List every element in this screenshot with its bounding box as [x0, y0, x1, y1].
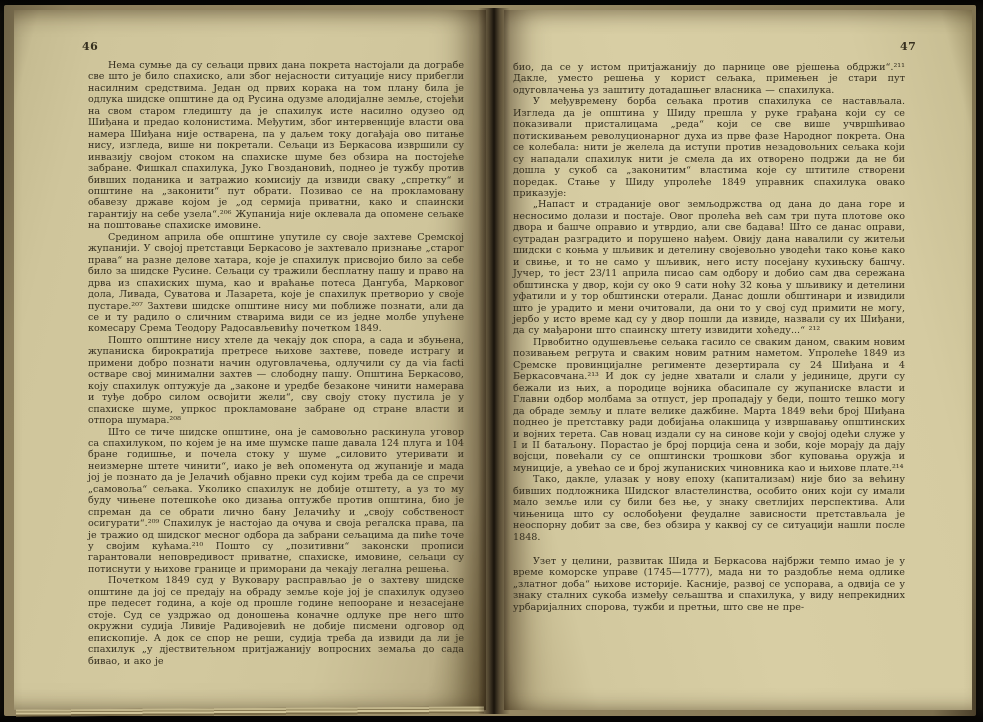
page-number: 47 [900, 40, 917, 53]
paragraph: Пошто општине нису хтеле да чекају док спора, а сада и збуњена, жупаниска бирократија претресе њихове захтеве, поведе истрагу и примени добро познати начин одуговлачења, одлучили су да via facti остваре свој минимални захтев — слободну пашу. Општина Беркасово, коју спахилук оптужује да „законе и уредбе безаконе чинити намерава и туђе добро силом освојити жели“, сву своју стоку пустила је у спахиске шуме, упркос прокламоване забране од стране власти и отпора шумара.²⁰⁸ [88, 334, 464, 427]
paragraph: Нема сумње да су сељаци првих дана покрета настојали да дограбе све што је било спахиско, али због нејасности ситуације нису прибегли насилним средствима. Један од првих корака на том плану била је одлука шидске општине да од Русина одузме алодијалне земље, стојећи на свом старом гледишту да је спахилук исте насилно одузео од Шиђана и предао колонистима. Међутим, због интервенције власти ова намера Шиђана није остварена, па у даљем току догађаја ово питање нису, изгледа, више ни покретали. Сељаци из Беркасова извршили су инвазију својом стоком на спахиске шуме без обзира на постојеће забране. Фишкал спахилука, Јуко Гвоздановић, поднео је тужбу против бивших поданика и затражио комисију да извиди сваку „спретку“ и општине на „законити“ пут обрати. Позивао се на прокламовану обавезу државе којом је „од сермија приватни, како и спаински гарантију на себе узела“.²⁰⁶ Жупанија није оклевала да опомене сељаке на поштовање спахиске имовине. [88, 60, 464, 232]
paragraph: „Напаст и страданије овог земљодржства од дана до дана горе и несносимо долази и постаје. Овог пролећа већ сам три пута плотове око двора и башче оправио и утврдио, али све бадава! Што се данас оправи, сутрадан разградито и порушено нађем. Овију дана навалили су житељи шидски с коњма у шљивик и детелину својевољно уводећи тако коње како и свиње, и то не само у шљивик, него исту посејану кухињску башчу. Јучер, то јест 23/11 априла писао сам одбору и добио сам два сережана обштинска у двор, који су око 9 сати ноћу 32 коња у шљивику и детелини уфатили и у тор обштински отерали. Данас дошли обштинари и извидили што је урадито и мени очитовали, да они то у свој суд примити не могу, јербо у исто време кад су у двор пошли да извиде, назвали су их Шиђани, да су мађарони што спаинску штету извидити хоћеду...“ ²¹² [513, 199, 905, 337]
left-page [14, 10, 486, 710]
paragraph: био, да се у истом притјажанију до парнице ове рјешења обдржи“.²¹¹ Дакле, уместо решења у корист сељака, примењен је стари пут одуговлачења уз заштиту дотадашњег власника — спахилука. [513, 62, 905, 96]
page-number: 46 [82, 40, 99, 53]
paragraph: Средином априла обе општине упутиле су своје захтеве Сремској жупанији. У својој претставци Беркасово је захтевало признање „старог права“ на разне делове хатара, које је спахилук присвојио било за себе било за шидске Русине. Сељаци су тражили бесплатну пашу и право на дрва из спахиских шума, као и враћање потеса Дангуба, Марковог дола, Ливада, Суватова и Лазарета, које је спахилук претворио у своје пустаре.²⁰⁷ Захтеви шидске општине нису ми поближе познати, али да се и ту радило о сличним стварима види се из једне молбе упућене комесару Срема Теодору Радосављевићу почетком 1849. [88, 231, 464, 335]
left-page-text [88, 60, 464, 667]
paragraph: Првобитно одушевљење сељака гасило се сваким даном, сваким новим позивањем регрута и сваким новим ратним наметом. Упролеће 1849 из Сремске провинцијалне регименте дезертирала су 24 Шиђана и 4 Беркасовчана.²¹³ И док су једне хватали и слали у јединице, други су бежали из њих, а породице војника обасипале су жупаниске власти и Главни одбор молбама за отпуст, јер пропадају у беди, пошто тешко могу да обраде земљу и плате велике дажбине. Марта 1849 већи број Шиђана поднео је претставку ради добијања олакшица у извршавању општинских и војних терета. Сав новац издали су на синове који у својој одећи служе у I и II батаљону. Порастао је број порција сена и зоби, које морају да дају војсци, повећали су се општински трошкови због куповања оружја и муниције, а увећао се и број жупаниских чиновника као и њихове плате.²¹⁴ [513, 336, 905, 474]
right-page-text [513, 62, 905, 613]
paragraph: Тако, дакле, улазак у нову епоху (капитализам) није био за већину бивших подложника Шидског властелинства, особито оних који су имали мало земље или су били без ње, у знаку светлијих перспектива. Али чињеница што су ослобођени феудалне зависности претстављала је неоспорну добит за све, без обзира у каквој су се ситуацији нашли после 1848. [513, 474, 905, 543]
paragraph: Почетком 1849 суд у Вуковару расправљао је о захтеву шидске општине да јој се предају на обраду земље које јој је спахилук одузео пре педесет година, а које од прошле године непооране и незасејане стоје. Суд се уздржао од доношења коначне одлуке пре него што окружни судија Ливије Радивојевић не добије писмени одговор од епископије. А док се спор не реши, судија треба да извиди да ли је спахилук „у дјествитељном притјажанију вопросних земаља до сада бивао, и ако је [88, 575, 464, 667]
paragraph: У међувремену борба сељака против спахилука се настављала. Изгледа да је општина у Шиду прешла у руке грађана који су се показивали присталицама „реда“ који се све више учвршћивао потискивањем револуционарног духа из прве фазе Народног покрета. Она се колебала: нити је желела да иступи против незадовољних сељака који су нападали спахилук нити је смела да их отворено подржи да не би дошла у сукоб са „законитим“ властима које су штитиле створени поредак. Стање у Шиду упролеће 1849 управник спахилука овако приказује: [513, 96, 905, 199]
right-page [504, 10, 972, 710]
paragraph: Узет у целини, развитак Шида и Беркасова најбржи темпо имао је у време коморске управе (1745—1777), мада ни то раздобље нема одлике „златног доба“ њихове историје. Касније, развој се успорава, а одвија се у знаку сталних сукоба између сељаштва и спахилука, у виду непрекидних урбаријалних спорова, тужби и претњи, што све не пре- [513, 556, 905, 613]
paragraph: Што се тиче шидске општине, она је самовољно раскинула уговор са спахилуком, по којем је на име шумске паше давала 124 плуга и 104 бране годишње, и почела стоку у шуме „силовито утеривати и неизмерне штете чинити“, иако је већ опоменута од жупаније и мада јој је познато да је Јелачић објавно преки суд којим треба да се спречи „самовоља“ сељака. Уколико спахилук не добије отштету, а уз то му буду чињене потешкоће око дизања оптужбе против општина, био је спреман да се обрати лично бану Јелачићу и „своју собственост осигурати“.²⁰⁹ Спахилук је настојао да очува и своја регалска права, па је тражио од шидског месног одбора да забрани сељацима да пиће точе у својим кућама.²¹⁰ Пошто су „позитивни“ законски прописи гарантовали неповредивост приватне, спахиске, имовине, сељаци су потиснути у њихове границе и приморани да чекају легална решења. [88, 426, 464, 575]
